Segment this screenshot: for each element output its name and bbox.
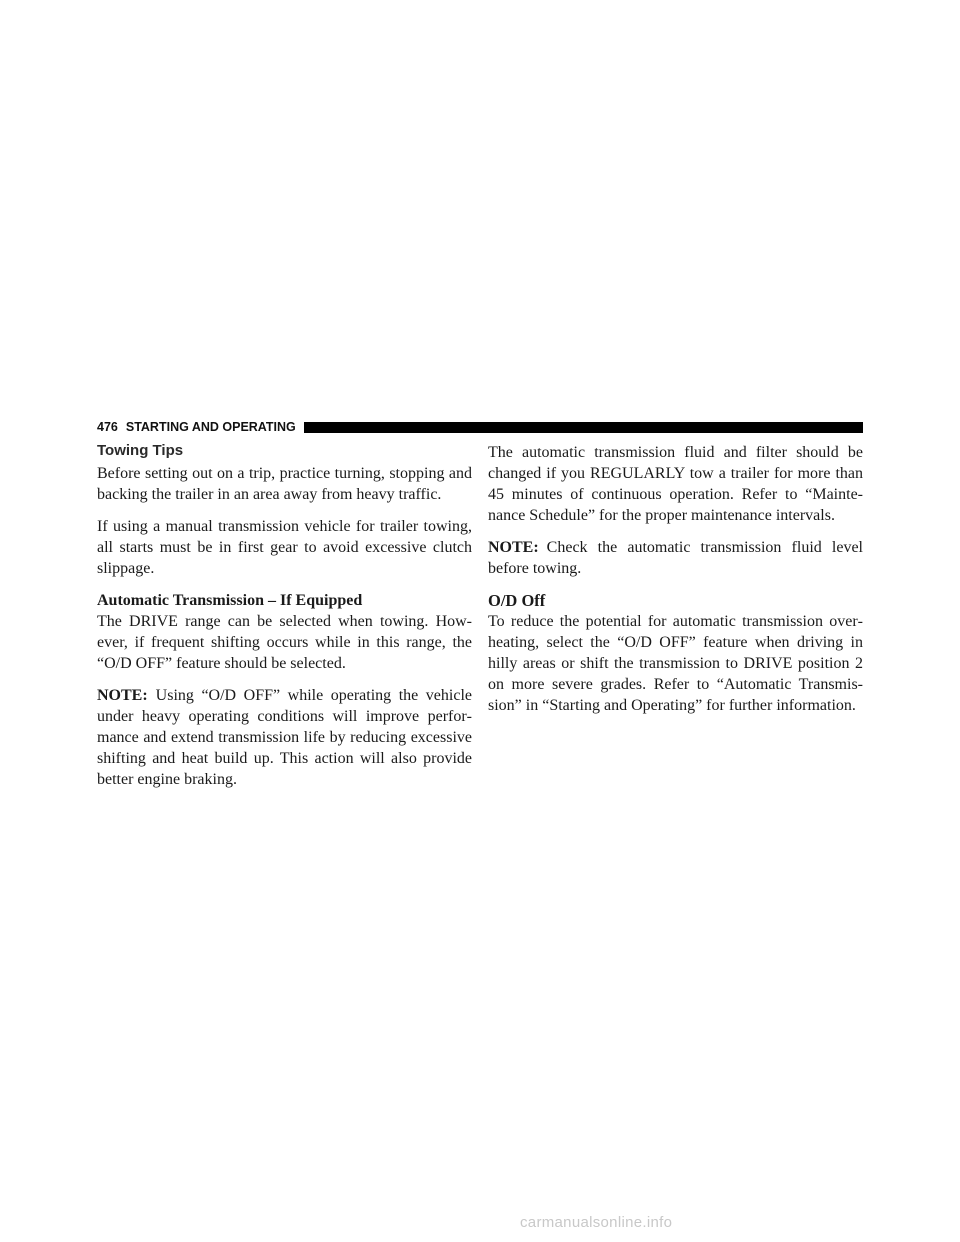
practice-paragraph: Before setting out on a trip, practice turning, stopping and backing the trailer in an area away from heavy traffic. [97,465,472,503]
note-label: NOTE: [97,687,148,704]
page-header [97,419,863,435]
site-watermark: carmanualsonline.info [520,1214,673,1231]
section-title: STARTING AND OPERATING [125,420,296,434]
right-column [488,442,863,727]
drive-range-paragraph: The DRIVE range can be selected when towing. However, if frequent shifting occurs while in this range, the “O/D OFF” feature should be selected. [97,613,472,672]
note-label: NOTE: [488,539,539,556]
overheating-paragraph: To reduce the potential for automatic transmission overheating, select the “O/D OFF” feature when driving in hilly areas or shift the transmission to DRIVE position 2 on more severe grades. Refer to “Automatic Transmission” in “Starting and Operating” for further information. [488,613,863,714]
towing-tips-heading: Towing Tips [97,442,184,459]
automatic-transmission-heading: Automatic Transmission – If Equipped [97,592,363,609]
header-rule [304,422,863,433]
note-text: Using “O/D OFF” while operating the vehicle under heavy operating conditions will improve performance and extend transmission life by reducing excessive shifting and heat build up. This action will also provide better engine braking. [97,687,472,788]
note-paragraph-right [488,537,863,579]
fluid-filter-paragraph: The automatic transmission fluid and filter should be changed if you REGULARLY tow a trailer for more than 45 minutes of continuous operation. Refer to “Maintenance Schedule” for the proper maintenance intervals. [488,444,863,524]
note-text: Check the automatic transmission fluid level before towing. [488,539,863,577]
page-number: 476 [97,420,118,434]
left-column [97,442,472,801]
manual-transmission-paragraph: If using a manual transmission vehicle for trailer towing, all starts must be in first gear to avoid excessive clutch slippage. [97,518,472,577]
od-off-heading: O/D Off [488,591,546,610]
note-paragraph-left [97,685,472,790]
